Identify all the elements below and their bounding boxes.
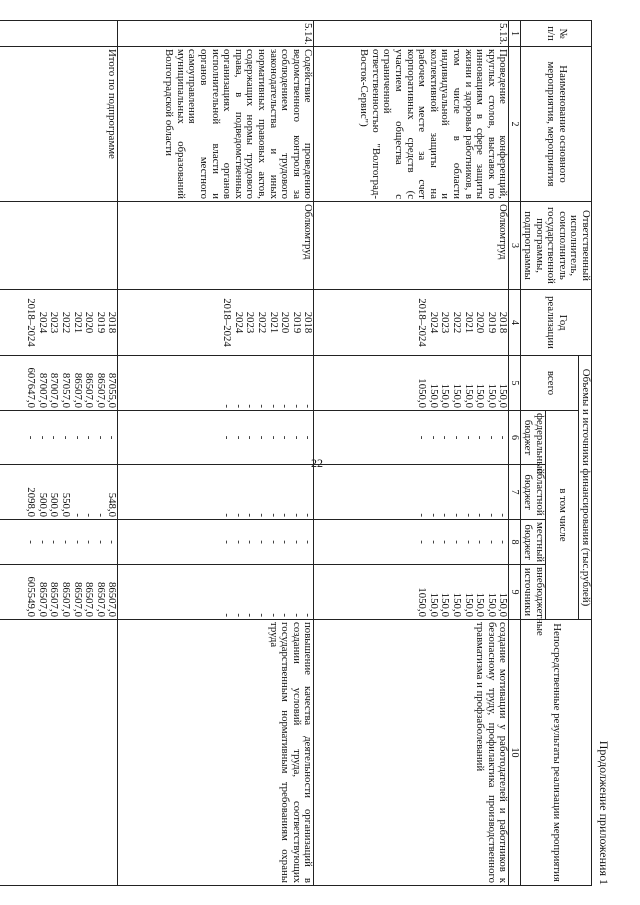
local-value: - xyxy=(279,540,292,544)
local-value: - xyxy=(427,540,440,544)
col-number: 7 xyxy=(509,465,521,520)
federal-value: - xyxy=(439,435,452,440)
years-value: 2018 xyxy=(497,311,510,334)
row-total xyxy=(314,356,509,411)
years-value: 2018–2024 xyxy=(25,298,38,347)
regional-value: - xyxy=(416,513,429,517)
row-total xyxy=(0,356,118,411)
regional-value: - xyxy=(71,513,84,517)
row-name: Содействие проведению ведомственного контроля за соблюдением трудового законодательства и иных нормативных правовых актов, содержащих нормы трудового права, в подведомственных организациях органов исполнительной власти и органов местного самоуправления муниципальных образований Волгоградской области xyxy=(118,47,314,202)
row-years xyxy=(0,290,118,356)
federal-value: - xyxy=(83,435,96,440)
total-value: - xyxy=(302,404,315,408)
years-value: 2019 xyxy=(94,311,107,334)
federal-value: - xyxy=(232,435,245,440)
local-value: - xyxy=(462,540,475,544)
row-result: создание мотивации у работодателей и работников к безопасному труду, профилактика производственного травматизма и профзаболеваний xyxy=(314,620,509,886)
hdr-regional: областной бюджет xyxy=(521,465,545,520)
regional-value: - xyxy=(279,513,292,517)
federal-value: - xyxy=(462,435,475,440)
regional-value: - xyxy=(439,513,452,517)
local-value: - xyxy=(256,540,269,544)
regional-value: - xyxy=(244,513,257,517)
extra-value: 150,0 xyxy=(427,592,440,618)
federal-value: - xyxy=(416,435,429,440)
years-value: 2023 xyxy=(244,311,257,334)
row-result xyxy=(0,620,118,886)
row-federal xyxy=(0,411,118,465)
regional-value: - xyxy=(256,513,269,517)
regional-value: 550,0 xyxy=(60,492,73,517)
years-value: 2022 xyxy=(256,311,269,334)
federal-value: - xyxy=(48,435,61,440)
regional-value: - xyxy=(83,513,96,517)
federal-value: - xyxy=(290,435,303,440)
row-regional xyxy=(118,465,314,520)
local-value: - xyxy=(290,540,303,544)
local-value: - xyxy=(302,540,315,544)
extra-value: - xyxy=(302,613,315,618)
header-row-1 xyxy=(579,21,592,886)
row-regional xyxy=(314,465,509,520)
col-number: 2 xyxy=(509,47,521,202)
extra-value: 150,0 xyxy=(439,592,452,618)
years-value: 2018–2024 xyxy=(416,298,429,347)
extra-value: - xyxy=(256,613,269,618)
federal-value: - xyxy=(427,435,440,440)
local-value: - xyxy=(474,540,487,544)
regional-value: - xyxy=(290,513,303,517)
hdr-year: Год реализации xyxy=(521,290,592,356)
total-value: 1050,0 xyxy=(416,378,429,408)
years-value: 2018 xyxy=(302,311,315,334)
regional-value: 548,0 xyxy=(106,492,119,517)
regional-value: 500,0 xyxy=(36,492,49,517)
total-value: 87007,0 xyxy=(48,372,61,408)
col-number: 6 xyxy=(509,411,521,465)
federal-value: - xyxy=(474,435,487,440)
hdr-incl: в том числе xyxy=(545,411,579,620)
hdr-results: Непосредственные результаты реализации мероприятия xyxy=(521,620,592,886)
table-row xyxy=(0,21,118,886)
federal-value: - xyxy=(256,435,269,440)
col-number: 8 xyxy=(509,520,521,565)
local-value: - xyxy=(485,540,498,544)
federal-value: - xyxy=(221,435,234,440)
row-extra xyxy=(314,565,509,620)
federal-value: - xyxy=(25,435,38,440)
page-number: 22 xyxy=(311,456,323,470)
total-value: 86507,0 xyxy=(94,372,107,408)
extra-value: 86507,0 xyxy=(48,581,61,618)
local-value: - xyxy=(221,540,234,544)
regional-value: - xyxy=(462,513,475,517)
table-body xyxy=(0,21,509,886)
extra-value: 150,0 xyxy=(474,592,487,618)
total-value: 87057,0 xyxy=(60,372,73,408)
regional-value: - xyxy=(451,513,464,517)
total-value: - xyxy=(279,404,292,408)
local-value: - xyxy=(497,540,510,544)
extra-value: 150,0 xyxy=(451,592,464,618)
regional-value: - xyxy=(94,513,107,517)
years-value: 2023 xyxy=(439,311,452,334)
local-value: - xyxy=(106,540,119,544)
regional-value: - xyxy=(427,513,440,517)
row-local xyxy=(314,520,509,565)
regional-value: 2098,0 xyxy=(25,487,38,517)
years-value: 2022 xyxy=(451,311,464,334)
total-value: 87007,0 xyxy=(36,372,49,408)
row-local xyxy=(0,520,118,565)
col-number: 9 xyxy=(509,565,521,620)
hdr-local: местный бюджет xyxy=(521,520,545,565)
extra-value: 86507,0 xyxy=(94,581,107,618)
years-value: 2022 xyxy=(60,311,73,334)
federal-value: - xyxy=(244,435,257,440)
years-value: 2024 xyxy=(427,311,440,334)
row-executor: Облкомтруд xyxy=(118,202,314,290)
row-result: повышение качества деятельности организаций в создании условий труда, соответствующих государственным нормативным требованиям охраны труда xyxy=(118,620,314,886)
row-number: 5.13. xyxy=(314,21,509,47)
years-value: 2020 xyxy=(279,311,292,334)
row-total xyxy=(118,356,314,411)
row-number: 5.14. xyxy=(118,21,314,47)
col-number: 3 xyxy=(509,202,521,290)
local-value: - xyxy=(94,540,107,544)
total-value: 150,0 xyxy=(485,383,498,408)
local-value: - xyxy=(232,540,245,544)
row-name: Проведение конференций, круглых столов, выставок по инновациям в сфере защиты жизни и здоровья работников, в том числе в области индивидуальной и коллективной защиты на рабочем месте за счет корпоративных средств (с участием общества с ограниченной ответственностью "Волгоград-Восток-Сервис") xyxy=(314,47,509,202)
local-value: - xyxy=(439,540,452,544)
years-value: 2021 xyxy=(71,311,84,334)
total-value: 86507,0 xyxy=(83,372,96,408)
local-value: - xyxy=(25,540,38,544)
extra-value: 86507,0 xyxy=(83,581,96,618)
column-number-row xyxy=(509,21,521,886)
extra-value: 86507,0 xyxy=(106,581,119,618)
federal-value: - xyxy=(94,435,107,440)
continuation-label: Продолжение приложения 1 xyxy=(597,740,611,885)
row-federal xyxy=(118,411,314,465)
col-number: 1 xyxy=(509,21,521,47)
extra-value: 86507,0 xyxy=(71,581,84,618)
extra-value: 150,0 xyxy=(497,592,510,618)
row-years xyxy=(118,290,314,356)
hdr-executor: Ответственный исполнитель, соисполнитель государственной программы, подпрограммы xyxy=(521,202,592,290)
hdr-extra: внебюджетные источники xyxy=(521,565,545,620)
years-value: 2024 xyxy=(36,311,49,334)
federal-value: - xyxy=(451,435,464,440)
row-executor xyxy=(0,202,118,290)
total-value: 150,0 xyxy=(427,383,440,408)
years-value: 2018 xyxy=(106,311,119,334)
years-value: 2021 xyxy=(267,311,280,334)
total-value: 150,0 xyxy=(497,383,510,408)
total-value: 150,0 xyxy=(451,383,464,408)
hdr-name: Наименование основного мероприятия, мероприятия xyxy=(521,47,592,202)
hdr-num: № п/п xyxy=(521,21,592,47)
total-value: - xyxy=(221,404,234,408)
regional-value: - xyxy=(267,513,280,517)
years-value: 2018–2024 xyxy=(221,298,234,347)
regional-value: - xyxy=(221,513,234,517)
extra-value: 1050,0 xyxy=(416,587,429,618)
row-regional xyxy=(0,465,118,520)
local-value: - xyxy=(36,540,49,544)
row-extra xyxy=(118,565,314,620)
extra-value: - xyxy=(221,613,234,618)
extra-value: - xyxy=(290,613,303,618)
table-row xyxy=(314,21,509,886)
row-number xyxy=(0,21,118,47)
row-local xyxy=(118,520,314,565)
federal-value: - xyxy=(497,435,510,440)
row-extra xyxy=(0,565,118,620)
years-value: 2019 xyxy=(485,311,498,334)
total-value: 150,0 xyxy=(439,383,452,408)
regional-value: 500,0 xyxy=(48,492,61,517)
col-number: 4 xyxy=(509,290,521,356)
extra-value: 86507,0 xyxy=(36,581,49,618)
local-value: - xyxy=(244,540,257,544)
extra-value: 605549,0 xyxy=(25,576,38,618)
years-value: 2020 xyxy=(474,311,487,334)
total-value: 150,0 xyxy=(474,383,487,408)
col-number: 5 xyxy=(509,356,521,411)
col-number: 10 xyxy=(509,620,521,886)
regional-value: - xyxy=(232,513,245,517)
local-value: - xyxy=(267,540,280,544)
total-value: - xyxy=(267,404,280,408)
regional-value: - xyxy=(302,513,315,517)
program-table xyxy=(0,20,592,886)
years-value: 2023 xyxy=(48,311,61,334)
local-value: - xyxy=(83,540,96,544)
row-federal xyxy=(314,411,509,465)
hdr-federal: федеральный бюджет xyxy=(521,411,545,465)
total-value: 86507,0 xyxy=(71,372,84,408)
federal-value: - xyxy=(302,435,315,440)
regional-value: - xyxy=(485,513,498,517)
total-value: 607647,0 xyxy=(25,367,38,408)
row-executor: Облкомтруд xyxy=(314,202,509,290)
row-name: Итого по подпрограмме xyxy=(0,47,118,202)
hdr-funding: Объемы и источники финансирования (тыс.рублей) xyxy=(579,356,592,620)
federal-value: - xyxy=(279,435,292,440)
extra-value: - xyxy=(267,613,280,618)
federal-value: - xyxy=(60,435,73,440)
years-value: 2024 xyxy=(232,311,245,334)
regional-value: - xyxy=(497,513,510,517)
total-value: - xyxy=(290,404,303,408)
local-value: - xyxy=(60,540,73,544)
row-years xyxy=(314,290,509,356)
local-value: - xyxy=(451,540,464,544)
total-value: 87055,0 xyxy=(106,372,119,408)
federal-value: - xyxy=(267,435,280,440)
total-value: - xyxy=(244,404,257,408)
hdr-total: всего xyxy=(521,356,579,411)
local-value: - xyxy=(416,540,429,544)
extra-value: - xyxy=(244,613,257,618)
extra-value: 86507,0 xyxy=(60,581,73,618)
years-value: 2020 xyxy=(83,311,96,334)
federal-value: - xyxy=(106,435,119,440)
total-value: - xyxy=(256,404,269,408)
years-value: 2021 xyxy=(462,311,475,334)
regional-value: - xyxy=(474,513,487,517)
total-value: 150,0 xyxy=(462,383,475,408)
total-value: - xyxy=(232,404,245,408)
federal-value: - xyxy=(36,435,49,440)
local-value: - xyxy=(48,540,61,544)
extra-value: - xyxy=(232,613,245,618)
extra-value: 150,0 xyxy=(485,592,498,618)
table-row xyxy=(118,21,314,886)
extra-value: 150,0 xyxy=(462,592,475,618)
years-value: 2019 xyxy=(290,311,303,334)
local-value: - xyxy=(71,540,84,544)
federal-value: - xyxy=(71,435,84,440)
federal-value: - xyxy=(485,435,498,440)
extra-value: - xyxy=(279,613,292,618)
